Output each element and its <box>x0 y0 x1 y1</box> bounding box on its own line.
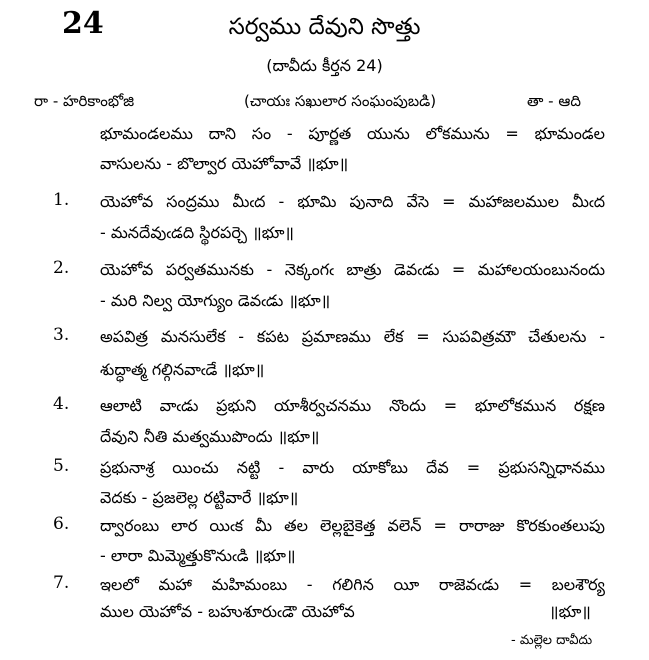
verse-line: యెహోవ పర్వతమునకు - నెక్కంగఁ బాత్రు డెవఁడు = మహాలయంబునందు <box>100 260 605 279</box>
verse-line: అపవిత్ర మనసులేక - కపట ప్రమాణము లేక = సుపవిత్రమౌ చేతులను - <box>100 327 605 346</box>
verse-line: దేవుని నీతి మత్వముపొందు ॥భూ॥ <box>100 427 320 446</box>
tala-label: తా - ఆది <box>527 92 581 110</box>
verse-line: - మరి నిల్వ యోగ్యుం డెవఁడు ॥భూ॥ <box>100 291 331 310</box>
verse-number: 4. <box>53 394 70 414</box>
verse-number: 7. <box>53 573 70 593</box>
hymn-title: సర్వము దేవుని సొత్తు <box>228 14 421 40</box>
hymn-number: 24 <box>62 6 104 41</box>
raga-label: రా - హరికాంభోజి <box>34 92 135 110</box>
verse-number: 1. <box>53 190 70 210</box>
verse-line: వెదకు - ప్రజలెల్ల రట్టివారే ॥భూ॥ <box>100 488 299 507</box>
verse-line: శుద్ధాత్మ గల్గినవాఁడే ॥భూ॥ <box>100 360 265 379</box>
verse-line: - మనదేవుఁడది స్థిరపర్చె ॥భూ॥ <box>100 223 294 242</box>
hymn-subtitle: (దావీదు కీర్తన 24) <box>266 56 383 75</box>
verse-line: యెహోవ సంద్రము మీఁద - భూమి పునాది వేసె = మహాజలముల మీఁద <box>100 192 605 211</box>
verse-line: ముల యెహోవ - బహుశూరుఁడౌ యెహోవ <box>100 602 355 621</box>
pallavi-line: భూమండలము దాని సం - పూర్ణత యును లోకమును = భూమండల <box>100 124 605 143</box>
verse-line: - లారా మిమ్మెత్తుకొనుఁడి ॥భూ॥ <box>100 546 296 565</box>
verse-line: ఆలాటి వాఁడు ప్రభుని యాశీర్వచనము నొందు = భూలోకమున రక్షణ <box>100 396 605 415</box>
verse-number: 6. <box>53 514 70 534</box>
chaya-label: (చాయః సఖులార సంఘంపుబడి) <box>244 92 437 110</box>
verse-line: ఇలలో మహా మహిమంబు - గలిగిన యీ రాజెవఁడు = బలశౌర్య <box>100 575 605 594</box>
verse-number: 5. <box>53 456 70 476</box>
refrain-mark: ॥భూ॥ <box>549 602 591 621</box>
pallavi-line: వాసులను - బొల్వార యెహోవావే ॥భూ॥ <box>100 154 349 173</box>
verse-line: ద్వారంబు లార యిఁక మీ తల లెల్లబైకెత్త వలెన్ = రారాజు కొరకుంతలుపు <box>100 516 605 535</box>
verse-number: 3. <box>53 325 70 345</box>
author-signature: - మల్లెల దావీదు <box>511 633 593 648</box>
verse-line: ప్రభునాశ్ర యించు నట్టి - వారు యాకోబు దేవ = ప్రభుసన్నిధానము <box>100 458 605 477</box>
verse-number: 2. <box>53 258 70 278</box>
